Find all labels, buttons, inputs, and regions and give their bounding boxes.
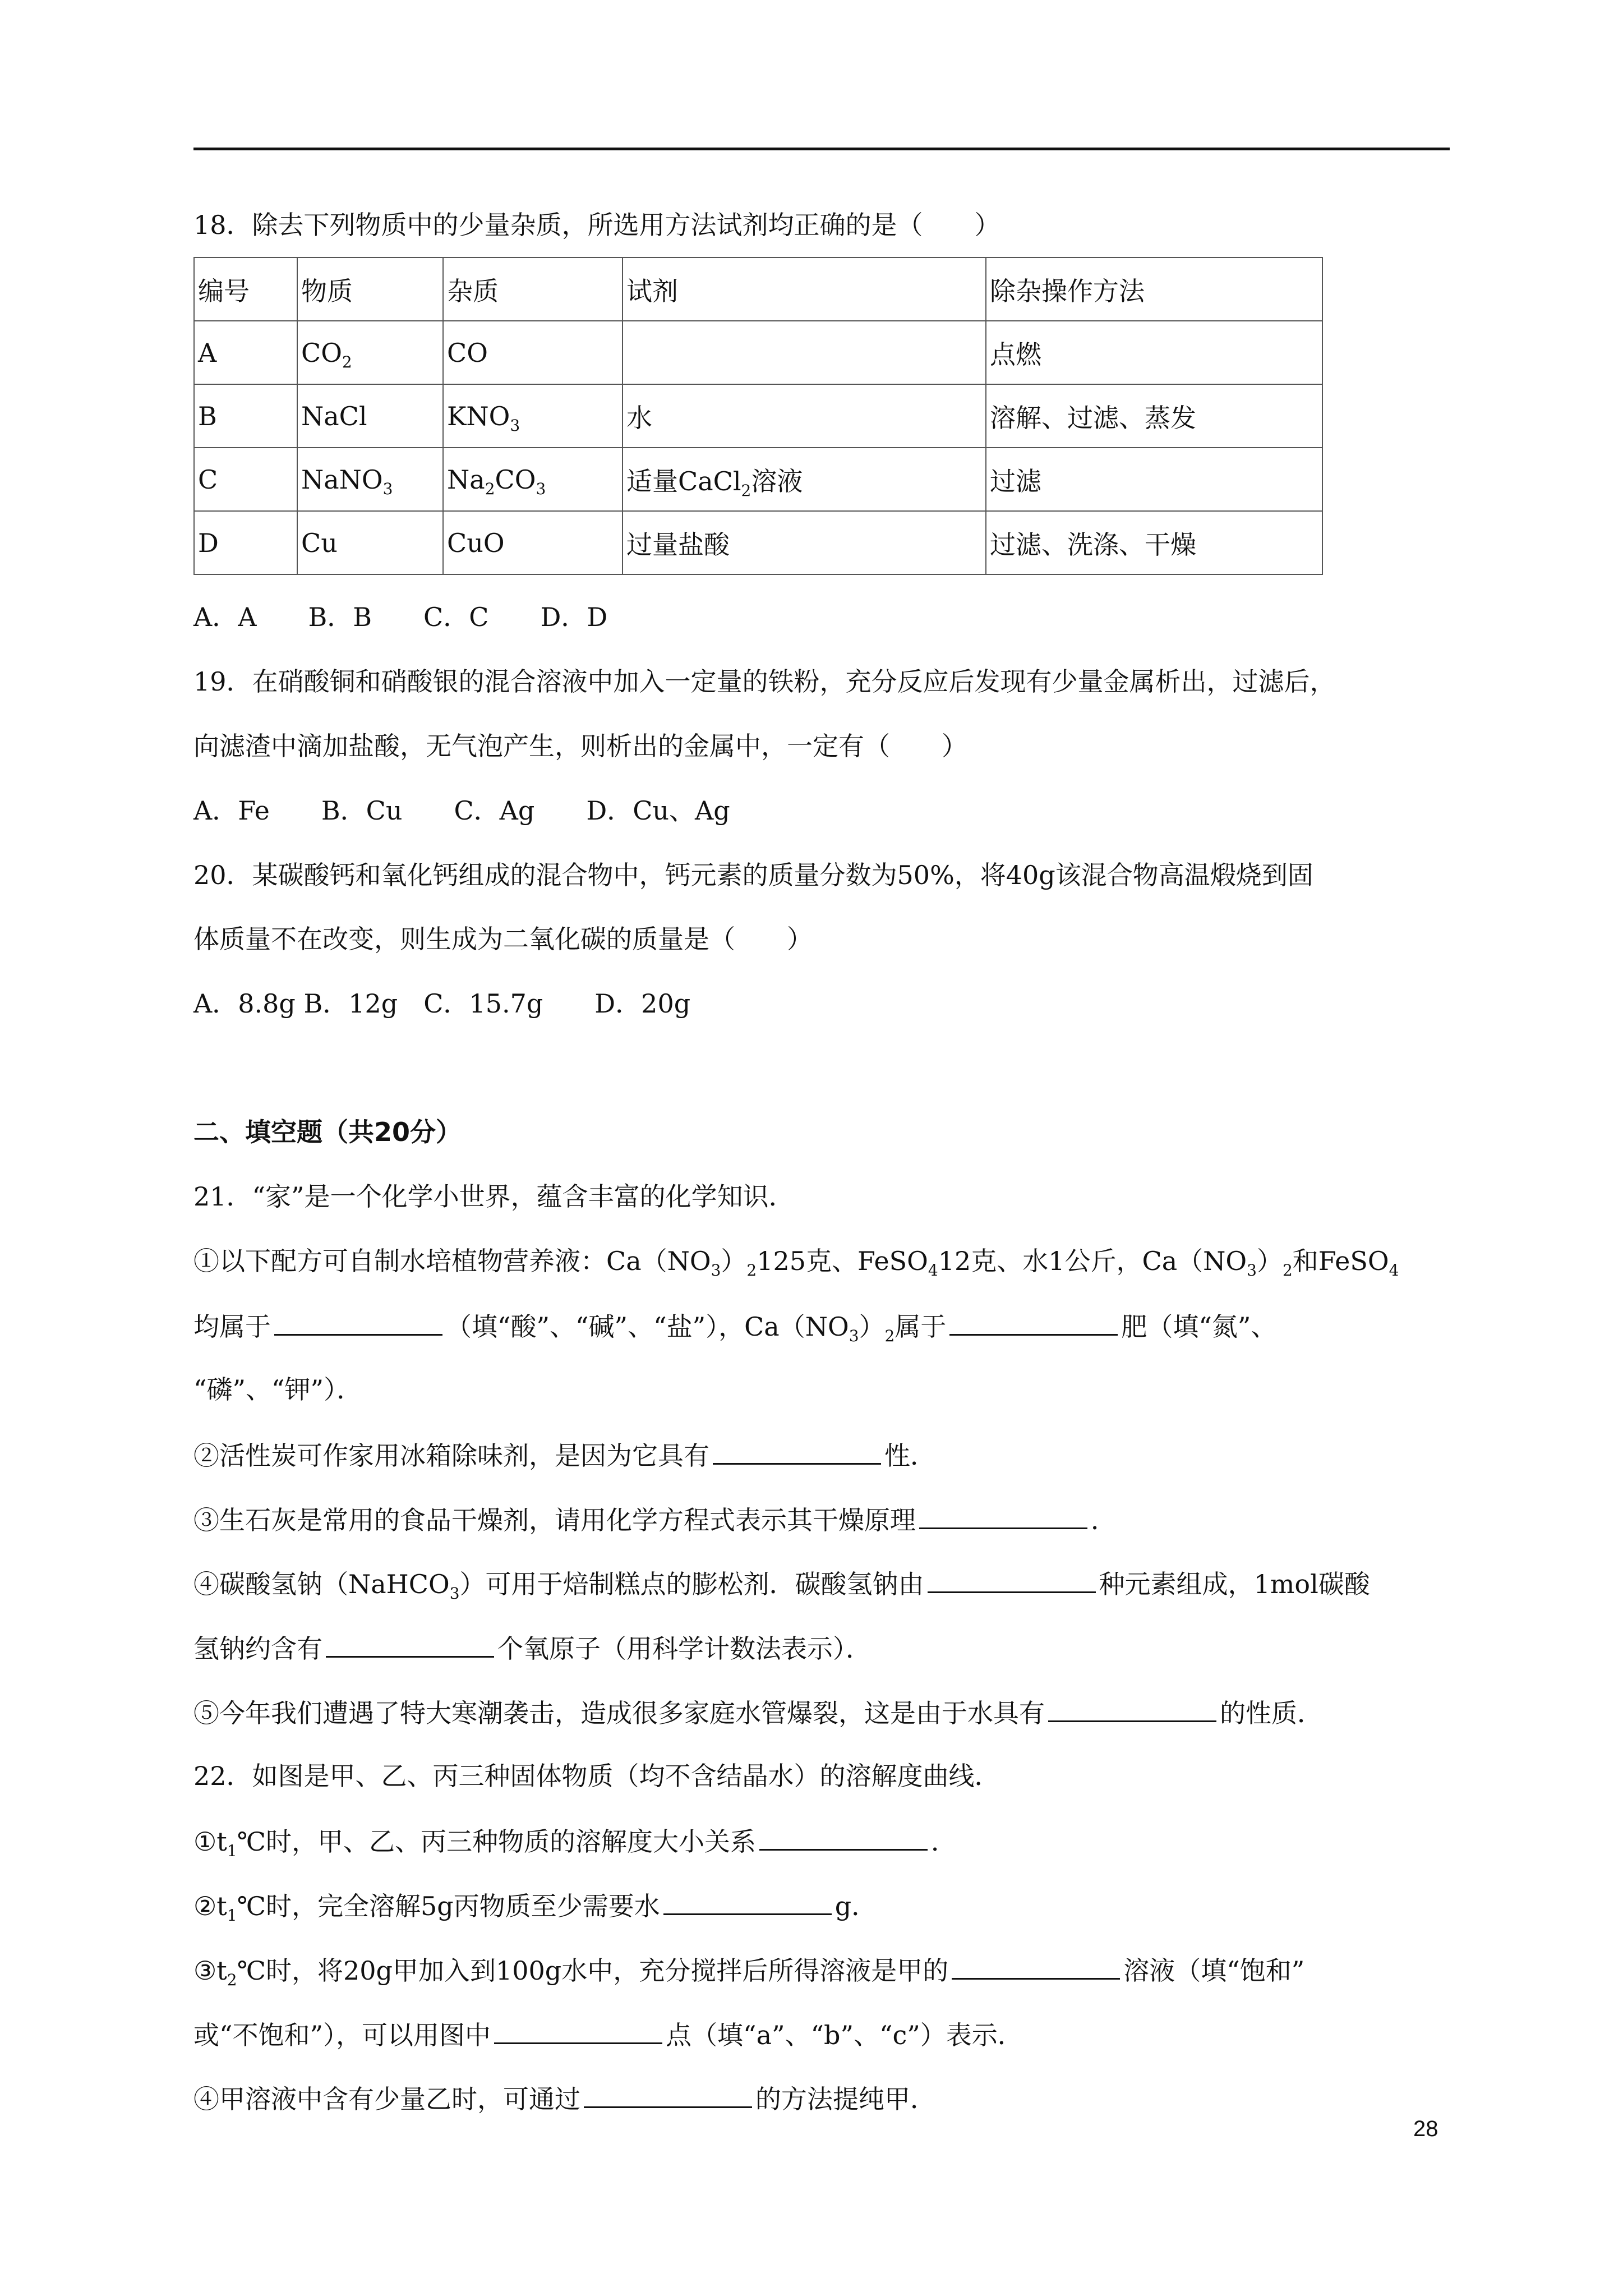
cell-id: D	[194, 511, 297, 574]
answer-blank[interactable]	[584, 2081, 752, 2108]
q21-item2: ②活性炭可作家用冰箱除味剂，是因为它具有 性．	[193, 1437, 936, 1473]
q21-item3: ③生石灰是常用的食品干燥剂，请用化学方程式表示其干燥原理 ．	[193, 1502, 1117, 1537]
q20-options: A．8.8g B．12g C．15.7g D．20g	[193, 988, 691, 1019]
q21-stem: 21．“家”是一个化学小世界，蕴含丰富的化学知识．	[193, 1181, 795, 1212]
cell-reagent	[623, 321, 986, 384]
q22-item3-line2: 或“不饱和”），可以用图中 点（填“a”、“b”、“c”）表示．	[193, 2017, 1023, 2052]
q20-line1: 20．某碳酸钙和氧化钙组成的混合物中，钙元素的质量分数为50%，将40g该混合物高温煅烧到固	[193, 860, 1313, 890]
answer-blank[interactable]	[713, 1437, 881, 1465]
answer-blank[interactable]	[949, 1308, 1118, 1336]
cell-reagent: 过量盐酸	[623, 511, 986, 574]
cell-id: C	[194, 448, 297, 511]
header-cell: 物质	[297, 257, 443, 321]
cell-id: A	[194, 321, 297, 384]
cell-impurity: $Na_2CO_3$	[443, 448, 623, 511]
cell-method: 点燃	[986, 321, 1322, 384]
q22-item4: ④甲溶液中含有少量乙时，可通过 的方法提纯甲．	[193, 2081, 936, 2116]
cell-method: 过滤、洗涤、干燥	[986, 511, 1322, 574]
cell-substance: Cu	[297, 511, 443, 574]
table-row	[194, 448, 1322, 511]
q20-line2: 体质量不在改变，则生成为二氧化碳的质量是（ ）	[193, 924, 813, 954]
cell-impurity: CuO	[443, 511, 623, 574]
table-row	[194, 321, 1322, 384]
q19-line2: 向滤渣中滴加盐酸，无气泡产生，则析出的金属中，一定有（ ）	[193, 731, 967, 761]
q22-item3-line1: $③t_2℃$时，将20g甲加入到100g水中，充分搅拌后所得溶液是甲的 溶液（填“饱和”	[193, 1952, 1304, 1987]
header-cell: 杂质	[443, 257, 623, 321]
cell-substance: NaCl	[297, 384, 443, 448]
answer-blank[interactable]	[326, 1630, 494, 1658]
cell-reagent: 适量CaCl$_2$溶液	[623, 448, 986, 511]
answer-blank[interactable]	[928, 1566, 1096, 1593]
q18-stem: 18．除去下列物质中的少量杂质，所选用方法试剂均正确的是（ ）	[193, 210, 1000, 240]
cell-impurity: CO	[443, 321, 623, 384]
header-cell: 试剂	[623, 257, 986, 321]
cell-reagent: 水	[623, 384, 986, 448]
answer-blank[interactable]	[1048, 1695, 1216, 1722]
answer-blank[interactable]	[952, 1952, 1120, 1980]
q22-item2: $②t_1℃$时，完全溶解5g丙物质至少需要水 g．	[193, 1888, 877, 1923]
answer-blank[interactable]	[663, 1888, 832, 1915]
q19-options: A．Fe B．Cu C．Ag D．Cu、Ag	[193, 795, 730, 826]
q18-options: A．A B．B C．C D．D	[193, 602, 608, 632]
header-cell: 编号	[194, 257, 297, 321]
answer-blank[interactable]	[759, 1823, 928, 1851]
q19-line1: 19．在硝酸铜和硝酸银的混合溶液中加入一定量的铁粉，充分反应后发现有少量金属析出，过滤后，	[193, 666, 1336, 697]
cell-substance: NaNO$_3$	[297, 448, 443, 511]
q18-table	[193, 257, 1323, 575]
cell-method: 过滤	[986, 448, 1322, 511]
q21-item4-line2: 氢钠约含有 个氧原子（用科学计数法表示）．	[193, 1630, 872, 1665]
cell-substance: $CO_2$	[297, 321, 443, 384]
answer-blank[interactable]	[274, 1308, 442, 1336]
answer-blank[interactable]	[919, 1502, 1087, 1529]
table-row	[194, 384, 1322, 448]
table-header-row	[194, 257, 1322, 321]
cell-method: 溶解、过滤、蒸发	[986, 384, 1322, 448]
q22-item1: $①t_1℃$时，甲、乙、丙三种物质的溶解度大小关系 ．	[193, 1823, 957, 1858]
q21-item1-line3: “磷”、“钾”）．	[193, 1374, 363, 1405]
q21-item4-line1: ④碳酸氢钠（NaHCO$_3$）可用于焙制糕点的膨松剂．碳酸氢钠由 种元素组成，1mol碳酸	[193, 1566, 1370, 1601]
cell-impurity: $KNO_3$	[443, 384, 623, 448]
cell-id: B	[194, 384, 297, 448]
answer-blank[interactable]	[494, 2017, 662, 2044]
header-rule	[193, 148, 1450, 150]
q21-item1-line1: ①以下配方可自制水培植物营养液：$Ca(NO_3)_2125$克、FeSO$_4$12克、水1公斤，$Ca(NO_3)_2$和FeSO$_4$	[193, 1246, 1399, 1280]
q21-item5: ⑤今年我们遭遇了特大寒潮袭击，造成很多家庭水管爆裂，这是由于水具有 的性质．	[193, 1695, 1323, 1730]
q22-stem: 22．如图是甲、乙、丙三种固体物质（均不含结晶水）的溶解度曲线．	[193, 1761, 1000, 1791]
header-cell: 除杂操作方法	[986, 257, 1322, 321]
table-row	[194, 511, 1322, 574]
section-title: 二、填空题（共20分）	[193, 1117, 462, 1147]
q21-item1-line2: 均属于 （填“酸”、“碱”、“盐”），$Ca(NO_3)_2$属于 肥（填“氮”、	[193, 1308, 1276, 1343]
page-number: 28	[1413, 2116, 1438, 2141]
